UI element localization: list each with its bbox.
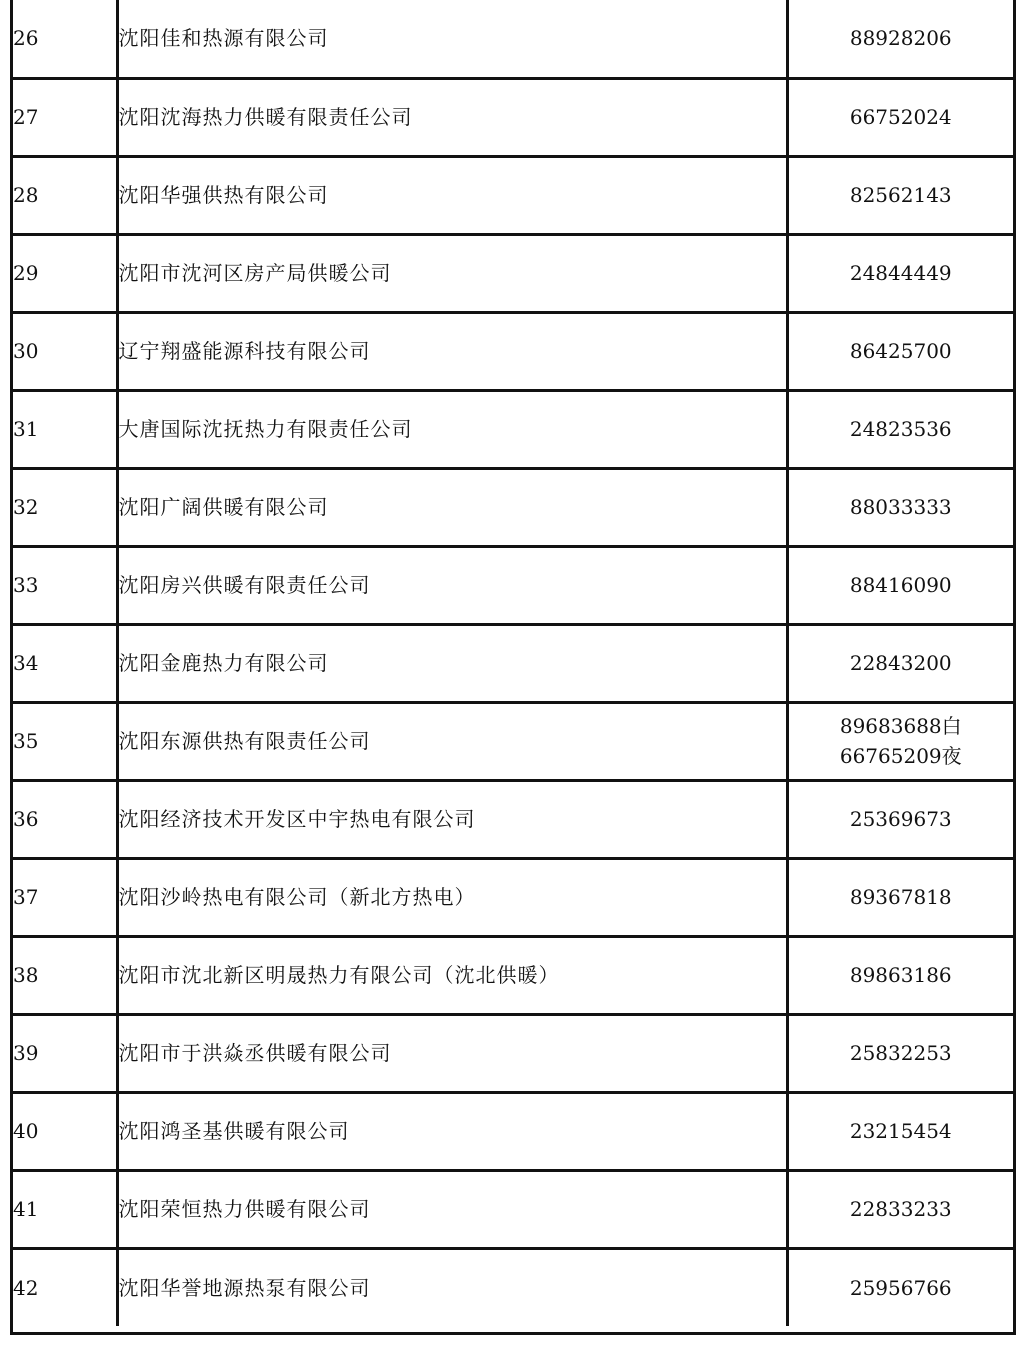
phone-cell xyxy=(787,390,1013,468)
table-row xyxy=(13,936,1013,1014)
row-number: 39 xyxy=(13,1014,117,1092)
phone-number: 25832253 xyxy=(849,1041,952,1065)
phone-number: 22843200 xyxy=(849,651,952,675)
phone-cell xyxy=(787,78,1013,156)
table-row xyxy=(13,780,1013,858)
phone-cell xyxy=(787,1092,1013,1170)
row-number: 29 xyxy=(13,234,117,312)
phone-cell xyxy=(787,936,1013,1014)
company-name: 沈阳荣恒热力供暖有限公司 xyxy=(117,1170,787,1248)
row-number: 32 xyxy=(13,468,117,546)
company-name: 沈阳沙岭热电有限公司（新北方热电） xyxy=(117,858,787,936)
phone-number: 25369673 xyxy=(849,807,952,831)
phone-cell xyxy=(787,156,1013,234)
heating-company-table xyxy=(10,0,1016,1335)
phone-number: 89863186 xyxy=(849,963,952,987)
phone-number: 25956766 xyxy=(849,1275,952,1300)
phone-cell xyxy=(787,1170,1013,1248)
table-row xyxy=(13,156,1013,234)
company-name: 沈阳市沈河区房产局供暖公司 xyxy=(117,234,787,312)
table-row xyxy=(13,78,1013,156)
company-name: 沈阳佳和热源有限公司 xyxy=(117,0,787,78)
phone-number: 89367818 xyxy=(849,885,952,909)
company-name: 沈阳华誉地源热泵有限公司 xyxy=(117,1248,787,1326)
table-row xyxy=(13,390,1013,468)
phone-cell xyxy=(787,546,1013,624)
row-number: 41 xyxy=(13,1170,117,1248)
table-body xyxy=(13,0,1013,1326)
table-row xyxy=(13,468,1013,546)
phone-number: 88033333 xyxy=(849,495,952,519)
phone-number: 89683688白 xyxy=(839,714,962,738)
table-row xyxy=(13,1248,1013,1326)
phone-number: 66752024 xyxy=(849,105,952,129)
phone-cell xyxy=(787,858,1013,936)
company-name: 沈阳沈海热力供暖有限责任公司 xyxy=(117,78,787,156)
row-number: 27 xyxy=(13,78,117,156)
phone-number: 88928206 xyxy=(849,26,952,51)
table-row xyxy=(13,234,1013,312)
phone-cell xyxy=(787,468,1013,546)
table-row xyxy=(13,624,1013,702)
table-row xyxy=(13,1014,1013,1092)
row-number: 40 xyxy=(13,1092,117,1170)
row-number: 36 xyxy=(13,780,117,858)
company-name: 辽宁翔盛能源科技有限公司 xyxy=(117,312,787,390)
company-name: 沈阳鸿圣基供暖有限公司 xyxy=(117,1092,787,1170)
company-list-table xyxy=(13,0,1013,1326)
row-number: 26 xyxy=(13,0,117,78)
company-name: 沈阳东源供热有限责任公司 xyxy=(117,702,787,780)
company-name: 沈阳市于洪焱丞供暖有限公司 xyxy=(117,1014,787,1092)
phone-number: 86425700 xyxy=(849,339,952,363)
row-number: 42 xyxy=(13,1248,117,1326)
phone-cell xyxy=(787,234,1013,312)
table-row xyxy=(13,702,1013,780)
table-row xyxy=(13,1170,1013,1248)
row-number: 33 xyxy=(13,546,117,624)
row-number: 37 xyxy=(13,858,117,936)
row-number: 35 xyxy=(13,702,117,780)
phone-number: 23215454 xyxy=(849,1119,952,1143)
phone-cell xyxy=(787,1014,1013,1092)
row-number: 28 xyxy=(13,156,117,234)
phone-number: 24844449 xyxy=(849,261,952,285)
table-row xyxy=(13,312,1013,390)
row-number: 38 xyxy=(13,936,117,1014)
company-name: 大唐国际沈抚热力有限责任公司 xyxy=(117,390,787,468)
row-number: 30 xyxy=(13,312,117,390)
phone-cell xyxy=(787,1248,1013,1326)
company-name: 沈阳金鹿热力有限公司 xyxy=(117,624,787,702)
phone-number: 22833233 xyxy=(849,1197,952,1221)
table-row xyxy=(13,858,1013,936)
company-name: 沈阳房兴供暖有限责任公司 xyxy=(117,546,787,624)
company-name: 沈阳华强供热有限公司 xyxy=(117,156,787,234)
phone-number: 66765209夜 xyxy=(839,744,962,768)
phone-number: 24823536 xyxy=(849,417,952,441)
phone-cell xyxy=(787,624,1013,702)
company-name: 沈阳经济技术开发区中宇热电有限公司 xyxy=(117,780,787,858)
phone-cell xyxy=(787,780,1013,858)
phone-number: 88416090 xyxy=(849,573,952,597)
table-row xyxy=(13,1092,1013,1170)
phone-cell xyxy=(787,702,1013,780)
phone-cell xyxy=(787,0,1013,78)
table-row xyxy=(13,0,1013,78)
company-name: 沈阳市沈北新区明晟热力有限公司（沈北供暖） xyxy=(117,936,787,1014)
row-number: 31 xyxy=(13,390,117,468)
phone-cell xyxy=(787,312,1013,390)
phone-number: 82562143 xyxy=(849,183,952,207)
table-row xyxy=(13,546,1013,624)
row-number: 34 xyxy=(13,624,117,702)
company-name: 沈阳广阔供暖有限公司 xyxy=(117,468,787,546)
